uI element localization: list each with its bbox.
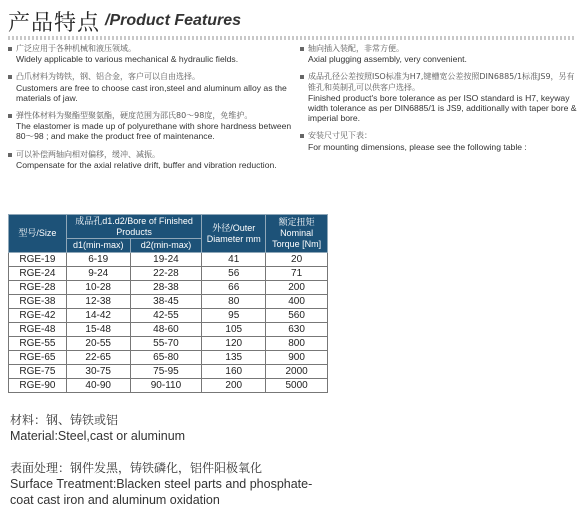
material-note [10,412,185,444]
cell-torque: 400 [266,295,328,309]
cell-model: RGE-65 [9,351,67,365]
cell-d2: 42-55 [130,309,202,323]
table-row [9,379,328,393]
feature-cn: 广泛应用于各种机械和液压领域。 [16,44,136,53]
table-row [9,323,328,337]
cell-d2: 65-80 [130,351,202,365]
cell-outer: 200 [202,379,266,393]
cell-torque: 20 [266,253,328,267]
feature-cn: 安装尺寸见下表： [308,131,372,141]
feature-en: Customers are free to choose cast iron,steel and aluminum alloy as the materials of jaw. [16,82,287,103]
table-row [9,295,328,309]
cell-outer: 120 [202,337,266,351]
cell-model: RGE-90 [9,379,67,393]
cell-d1: 30-75 [66,365,130,379]
header-d1: d1(min-max) [66,239,130,253]
cell-d2: 75-95 [130,365,202,379]
bullet-icon [300,75,304,79]
cell-d1: 14-42 [66,309,130,323]
cell-d1: 40-90 [66,379,130,393]
cell-torque: 5000 [266,379,328,393]
surface-en: Surface Treatment:Blacken steel parts and phosphate-coat cast iron and aluminum oxidation [10,477,313,507]
section-header [8,4,575,34]
cell-outer: 105 [202,323,266,337]
cell-d1: 20-55 [66,337,130,351]
cell-d1: 22-65 [66,351,130,365]
cell-torque: 800 [266,337,328,351]
header-nominal-torque: 额定扭矩 Nominal Torque [Nm] [266,215,328,253]
table-row [9,281,328,295]
cell-model: RGE-55 [9,337,67,351]
table-row [9,365,328,379]
cell-d2: 28-38 [130,281,202,295]
feature-item [8,44,295,64]
bullet-icon [300,47,304,51]
cell-outer: 80 [202,295,266,309]
cell-d2: 38-45 [130,295,202,309]
cell-d1: 15-48 [66,323,130,337]
cell-outer: 66 [202,281,266,295]
cell-outer: 56 [202,267,266,281]
feature-en: The elastomer is made up of polyurethane with shore hardness between 80～98 ; and make the product free of maintenance. [16,121,292,142]
feature-item [8,150,295,170]
table-row [9,267,328,281]
cell-d1: 6-19 [66,253,130,267]
cell-outer: 135 [202,351,266,365]
title-en: /Product Features [105,12,242,29]
bullet-icon [8,114,12,118]
cell-model: RGE-19 [9,253,67,267]
cell-d2: 19-24 [130,253,202,267]
feature-item [300,72,580,123]
header-bore-group: 成品孔d1.d2/Bore of Finished Products [66,215,202,239]
feature-item [300,131,580,151]
cell-model: RGE-75 [9,365,67,379]
feature-en: Compensate for the axial relative drift, buffer and vibration reduction. [16,159,277,170]
header-d2: d2(min-max) [130,239,202,253]
cell-model: RGE-38 [9,295,67,309]
feature-cn: 凸爪材料为铸铁，钢、铝合金，客户可以自由选择。 [16,72,200,82]
cell-d1: 9-24 [66,267,130,281]
bullet-icon [300,134,304,138]
title-cn: 产品特点 [8,11,101,36]
features-right-column [300,44,580,160]
table-row [9,309,328,323]
table-row [9,351,328,365]
feature-cn: 弹性体材料为聚酯型聚氨酯，硬度范围为邵氏80～98度，免维护。 [16,111,253,121]
bullet-icon [8,153,12,157]
feature-cn: 可以补偿两轴向相对偏移，缓冲、减振。 [16,149,160,159]
bullet-icon [8,75,12,79]
cell-d1: 12-38 [66,295,130,309]
material-cn: 材料：钢、铸铁或铝 [10,413,119,427]
material-en: Material:Steel,cast or aluminum [10,429,186,443]
feature-en: Finished product's bore tolerance as per ISO standard is H7, keyway width tolerance as per DIN6885/1 is JS9, additionally with taper bore & imperial bore. [308,92,577,124]
dimensions-table [8,214,328,393]
feature-en: Axial plugging assembly, very convenient. [308,54,467,65]
cell-torque: 2000 [266,365,328,379]
feature-en: Widely applicable to various mechanical & hydraulic fields. [16,54,239,65]
cell-d1: 10-28 [66,281,130,295]
features-left-column [8,44,295,178]
surface-treatment-note [10,460,330,508]
surface-cn: 表面处理：钢件发黑，铸铁磷化，铝件阳极氧化 [10,461,263,475]
cell-torque: 900 [266,351,328,365]
feature-en: For mounting dimensions, please see the following table : [308,141,527,152]
header-model: 型号/Size [9,215,67,253]
cell-torque: 560 [266,309,328,323]
cell-outer: 41 [202,253,266,267]
feature-item [8,111,295,142]
bullet-icon [8,47,12,51]
cell-d2: 55-70 [130,337,202,351]
feature-cn: 成品孔径公差按照ISO标准为H7,键槽宽公差按照DIN6885/1标准JS9，另有锥孔和英制孔可以供客户选择。 [308,72,575,92]
cell-outer: 160 [202,365,266,379]
cell-model: RGE-48 [9,323,67,337]
cell-model: RGE-28 [9,281,67,295]
header-divider [8,36,575,40]
cell-d2: 48-60 [130,323,202,337]
feature-item [8,72,295,103]
cell-model: RGE-24 [9,267,67,281]
feature-cn: 轴向插入装配，非常方便。 [308,44,404,53]
cell-d2: 22-28 [130,267,202,281]
table-row [9,337,328,351]
cell-torque: 630 [266,323,328,337]
cell-model: RGE-42 [9,309,67,323]
table-row [9,253,328,267]
feature-item [300,44,580,64]
cell-outer: 95 [202,309,266,323]
cell-torque: 200 [266,281,328,295]
cell-d2: 90-110 [130,379,202,393]
header-outer-diameter: 外径/Outer Diameter mm [202,215,266,253]
cell-torque: 71 [266,267,328,281]
